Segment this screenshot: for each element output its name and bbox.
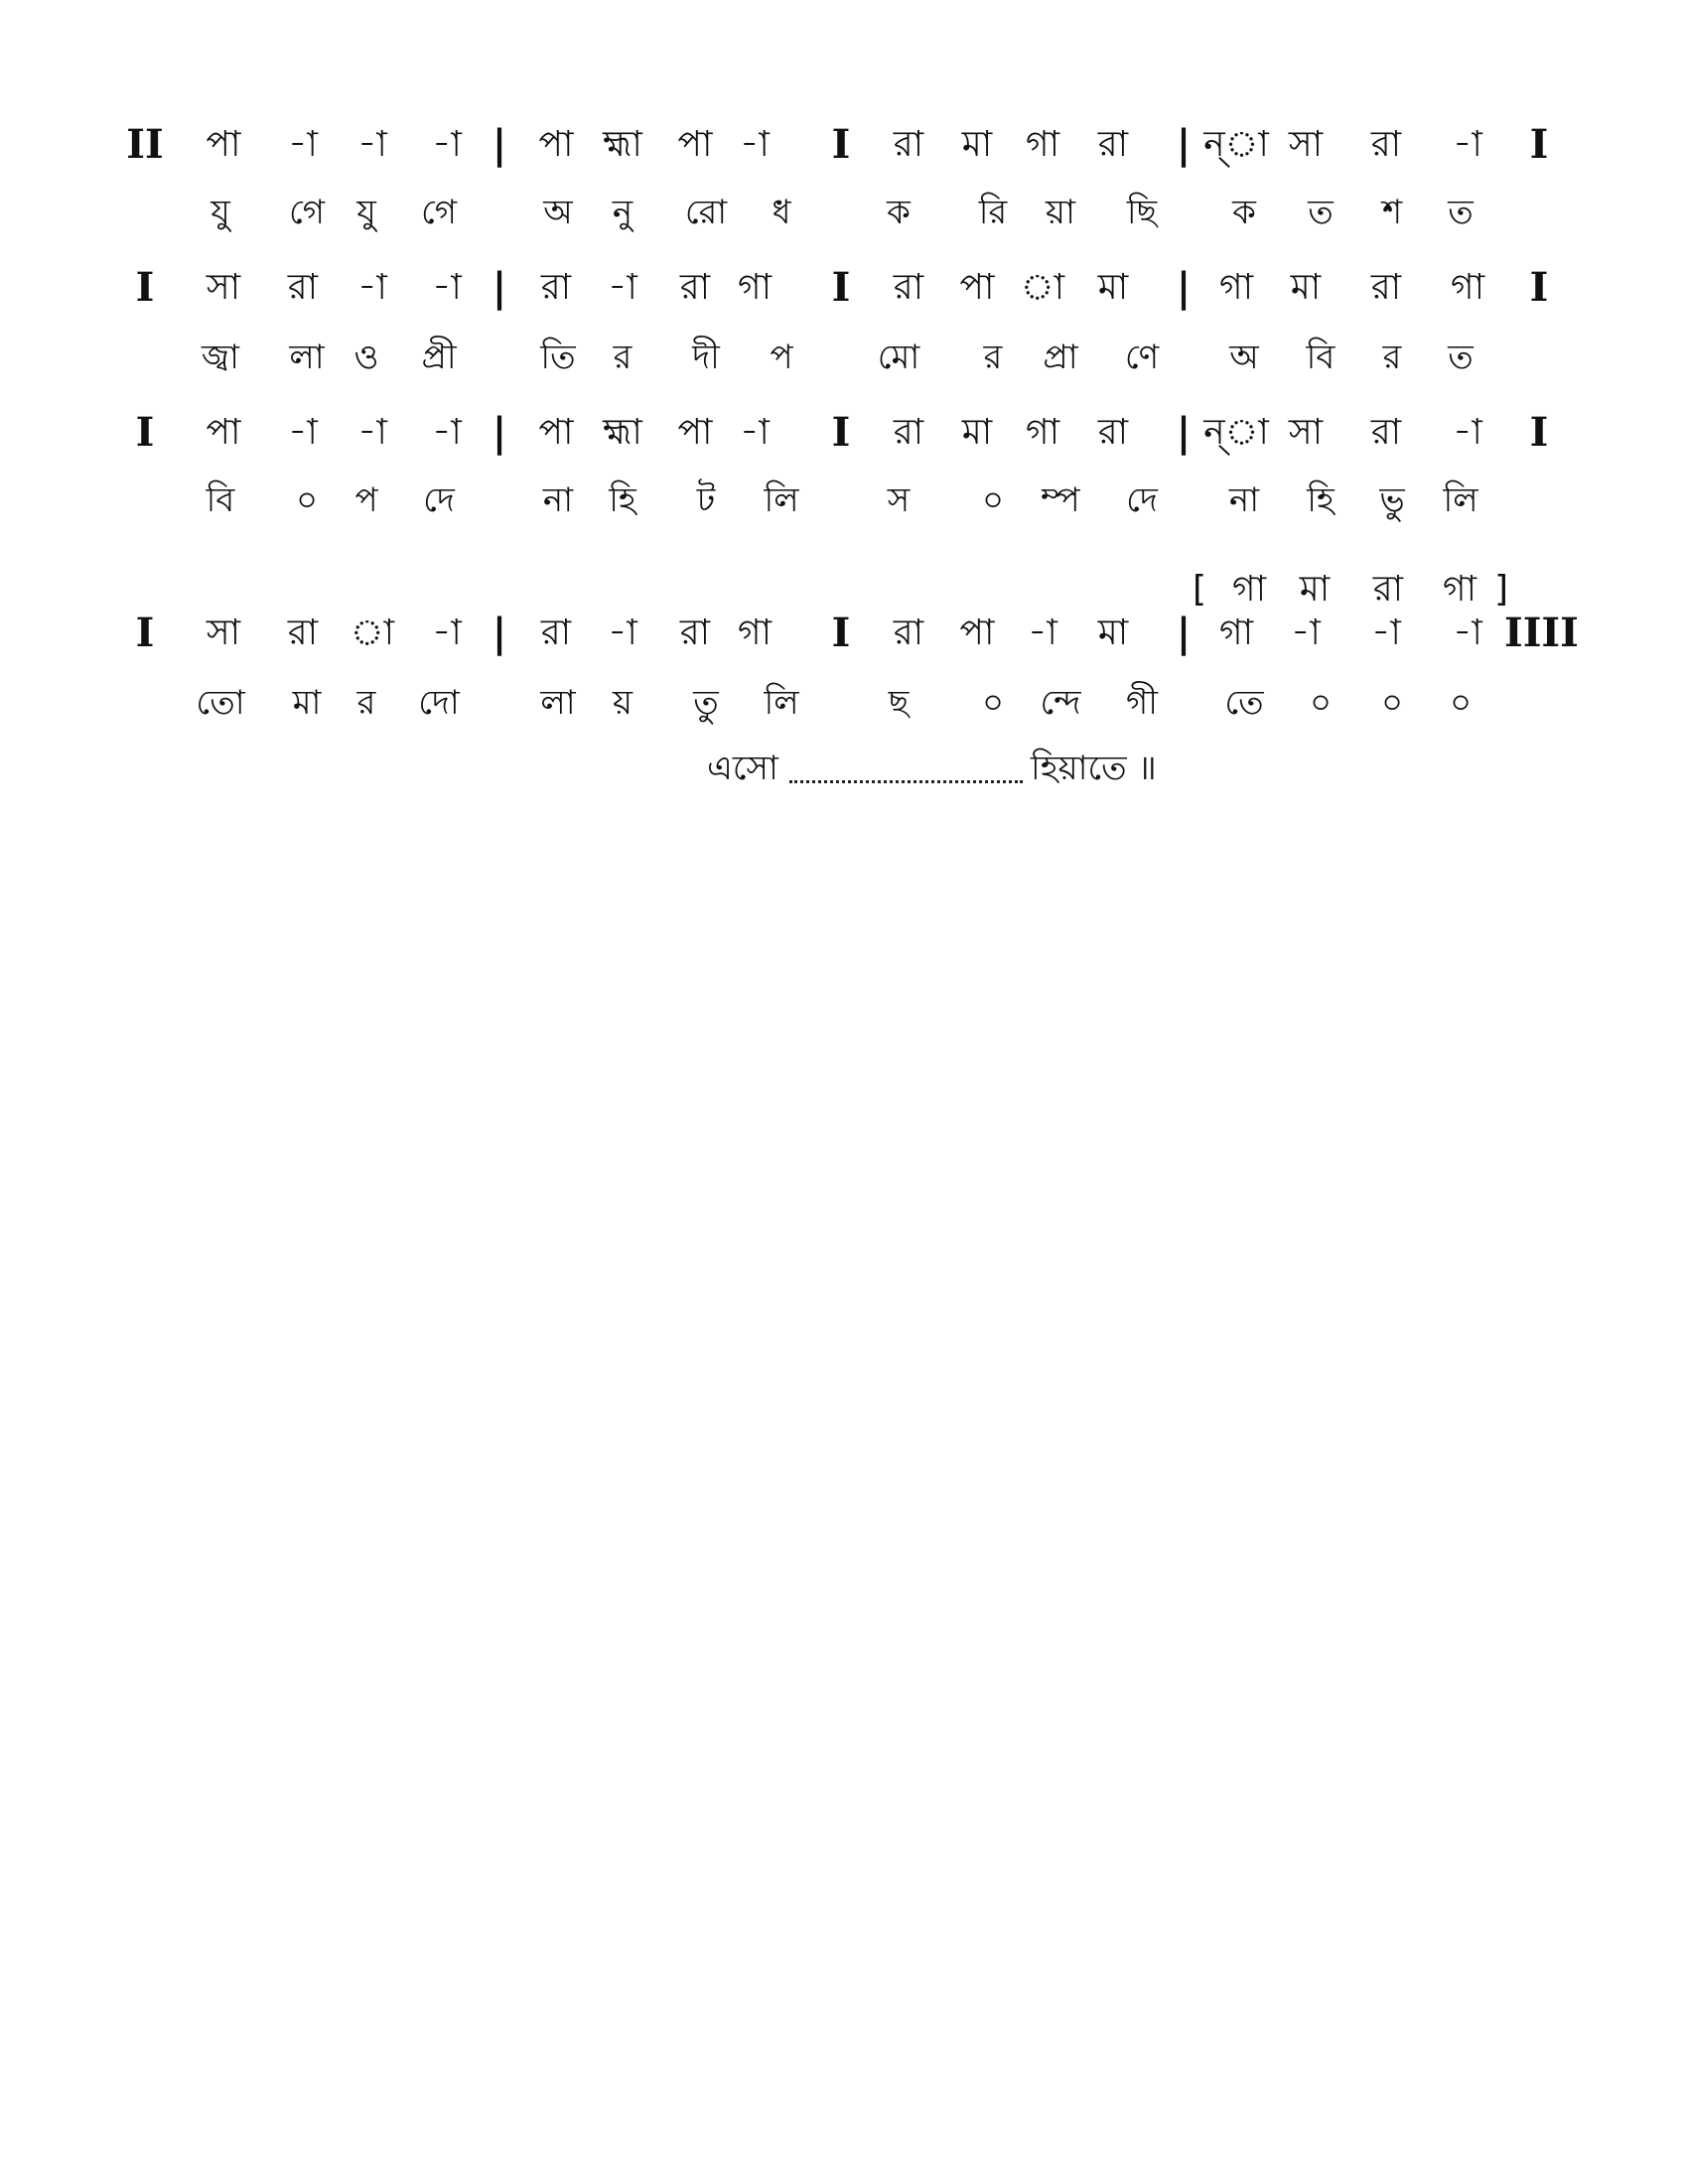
note: রা — [1097, 124, 1129, 165]
barline: | — [1176, 264, 1192, 311]
note: -া — [740, 412, 770, 453]
lyric-syllable: বি — [1306, 338, 1336, 377]
note: রা — [1370, 124, 1402, 165]
lyric-syllable: মো — [877, 338, 920, 377]
lyric-syllable: ০ — [1380, 683, 1404, 723]
lyric-syllable: যু — [211, 193, 230, 232]
lyrics-line — [0, 473, 1688, 528]
alternate-phrase — [0, 562, 1688, 617]
note: পা — [206, 124, 241, 165]
refrain-dots — [789, 741, 1023, 783]
lyric-syllable: ম্প — [1041, 480, 1080, 520]
note: -া — [432, 267, 462, 308]
note: পা — [538, 412, 574, 453]
note: সা — [206, 613, 241, 653]
alt-note: গা — [1442, 569, 1477, 610]
barline: I — [831, 409, 851, 456]
lyric-syllable: গী — [1125, 683, 1158, 723]
lyric-syllable: মা — [292, 683, 322, 723]
lyric-syllable: লি — [1443, 480, 1478, 520]
lyric-syllable: ও — [353, 338, 379, 377]
notes-line — [0, 260, 1688, 316]
note: রা — [1370, 412, 1402, 453]
lyric-syllable: তে — [1224, 683, 1264, 723]
refrain-start: এসো — [707, 749, 778, 788]
lyric-syllable: নু — [612, 193, 633, 232]
note: -া — [1291, 613, 1321, 653]
lyric-syllable: রি — [978, 193, 1008, 232]
lyric-syllable: তি — [540, 338, 576, 377]
barline: I — [831, 264, 851, 311]
note: গা — [1450, 267, 1485, 308]
note: -া — [1028, 613, 1057, 653]
lyric-syllable: ০ — [981, 480, 1005, 520]
note: পা — [959, 613, 995, 653]
lyric-syllable: ভু — [1379, 480, 1405, 520]
lyric-syllable: তো — [196, 683, 245, 723]
barline: | — [1176, 610, 1192, 656]
note: গা — [737, 613, 773, 653]
refrain-end: হিয়াতে ॥ — [1031, 749, 1157, 788]
barline: I — [831, 610, 851, 656]
note: া — [1020, 267, 1065, 308]
barline: I — [135, 610, 155, 656]
barline: | — [492, 610, 507, 656]
lyric-syllable: র — [1382, 338, 1402, 377]
lyric-syllable: না — [1228, 480, 1260, 520]
barline: | — [492, 264, 507, 311]
note: মা — [1097, 267, 1129, 308]
lyric-syllable: রো — [684, 193, 728, 232]
barline: I — [135, 409, 155, 456]
note: -া — [432, 124, 462, 165]
lyric-syllable: লা — [289, 338, 325, 377]
refrain-footer — [0, 741, 1688, 796]
lyric-syllable: প — [354, 480, 378, 520]
barline: IIII — [1504, 610, 1579, 656]
note: রা — [540, 267, 572, 308]
note: -া — [357, 124, 387, 165]
lyric-syllable: র — [613, 338, 633, 377]
note: -া — [740, 124, 770, 165]
note: গা — [1025, 124, 1060, 165]
lyric-syllable: হি — [609, 480, 636, 520]
note: গা — [1218, 613, 1254, 653]
note: -া — [1453, 412, 1482, 453]
lyric-syllable: দী — [692, 338, 720, 377]
lyric-syllable: যু — [356, 193, 376, 232]
note: -া — [288, 412, 318, 453]
lyric-syllable: ক — [887, 193, 911, 232]
note: রা — [1097, 412, 1129, 453]
alt-note: গা — [1231, 569, 1267, 610]
lyric-syllable: জ্বা — [201, 338, 240, 377]
note: মা — [961, 412, 993, 453]
lyric-syllable: ০ — [981, 683, 1005, 723]
lyric-syllable: স — [887, 480, 911, 520]
note: রা — [679, 613, 711, 653]
barline: | — [1176, 121, 1192, 168]
alt-open-bracket: [ — [1192, 569, 1207, 610]
barline: I — [831, 121, 851, 168]
lyric-syllable: ছি — [1126, 193, 1158, 232]
alt-close-bracket: ] — [1493, 569, 1509, 610]
barline: | — [1176, 409, 1192, 456]
note: -া — [357, 267, 387, 308]
note: গা — [1025, 412, 1060, 453]
note: -া — [432, 412, 462, 453]
note: -া — [288, 124, 318, 165]
lyric-syllable: ০ — [1449, 683, 1473, 723]
lyric-syllable: ধ — [772, 193, 791, 232]
note: সা — [1288, 124, 1324, 165]
note: রা — [893, 613, 924, 653]
lyric-syllable: বি — [206, 480, 235, 520]
lyric-syllable: দে — [1126, 480, 1158, 520]
lyric-syllable: র — [983, 338, 1003, 377]
note: ন্‌া — [1203, 124, 1269, 165]
lyric-syllable: লা — [540, 683, 576, 723]
note: মা — [961, 124, 993, 165]
lyric-syllable: ত — [1448, 193, 1474, 232]
note: সা — [1288, 412, 1324, 453]
note: রা — [287, 267, 319, 308]
lyric-syllable: হি — [1307, 480, 1335, 520]
lyric-syllable: ছ — [888, 683, 910, 723]
notes-line — [0, 117, 1688, 173]
lyric-syllable: য় — [612, 683, 633, 723]
note: পা — [959, 267, 995, 308]
note: গা — [737, 267, 773, 308]
barline: II — [126, 121, 164, 168]
note: -া — [357, 412, 387, 453]
lyric-syllable: প — [770, 338, 793, 377]
note: া — [350, 613, 395, 653]
lyric-syllable: ট — [696, 480, 716, 520]
note: রা — [540, 613, 572, 653]
lyric-syllable: লি — [764, 683, 799, 723]
lyric-syllable: অ — [1229, 338, 1259, 377]
alt-note: রা — [1372, 569, 1404, 610]
note: রা — [679, 267, 711, 308]
lyric-syllable: দো — [418, 683, 460, 723]
lyric-syllable: না — [542, 480, 574, 520]
lyrics-line — [0, 185, 1688, 240]
lyric-syllable: ন্দে — [1040, 683, 1081, 723]
lyric-syllable: ক — [1232, 193, 1256, 232]
lyrics-line — [0, 330, 1688, 385]
barline: I — [1529, 264, 1549, 311]
lyric-syllable: তু — [693, 683, 719, 723]
lyric-syllable: য়া — [1046, 193, 1075, 232]
lyric-syllable: শ — [1381, 193, 1403, 232]
lyric-syllable: ত — [1448, 338, 1474, 377]
lyric-syllable: প্রা — [1043, 338, 1078, 377]
note: -া — [432, 613, 462, 653]
note: রা — [893, 267, 924, 308]
barline: | — [492, 409, 507, 456]
lyric-syllable: ত — [1308, 193, 1334, 232]
barline: I — [1529, 409, 1549, 456]
note: -া — [608, 267, 637, 308]
barline: I — [1529, 121, 1549, 168]
note: পা — [677, 412, 713, 453]
lyric-syllable: ণে — [1124, 338, 1160, 377]
note: গা — [1218, 267, 1254, 308]
lyric-syllable: গে — [420, 193, 458, 232]
lyric-syllable: গে — [288, 193, 326, 232]
note: হ্মা — [603, 124, 642, 165]
barline: | — [492, 121, 507, 168]
note: রা — [1370, 267, 1402, 308]
note: পা — [538, 124, 574, 165]
note: পা — [677, 124, 713, 165]
note: -া — [1453, 124, 1482, 165]
lyric-syllable: ০ — [295, 480, 319, 520]
note: রা — [287, 613, 319, 653]
note: পা — [206, 412, 241, 453]
note: সা — [206, 267, 241, 308]
notes-line — [0, 405, 1688, 461]
lyric-syllable: ০ — [1309, 683, 1333, 723]
lyric-syllable: র — [356, 683, 376, 723]
lyric-syllable: লি — [764, 480, 799, 520]
note: ন্‌া — [1203, 412, 1269, 453]
note: মা — [1097, 613, 1129, 653]
note: রা — [893, 124, 924, 165]
note: -া — [608, 613, 637, 653]
note: -া — [1453, 613, 1482, 653]
note: হ্মা — [603, 412, 642, 453]
note: মা — [1290, 267, 1322, 308]
lyric-syllable: প্রী — [421, 338, 457, 377]
alt-note: মা — [1299, 569, 1331, 610]
lyric-syllable: দে — [423, 480, 455, 520]
note: -া — [1371, 613, 1401, 653]
note: রা — [893, 412, 924, 453]
lyric-syllable: অ — [543, 193, 573, 232]
lyrics-line — [0, 675, 1688, 731]
barline: I — [135, 264, 155, 311]
